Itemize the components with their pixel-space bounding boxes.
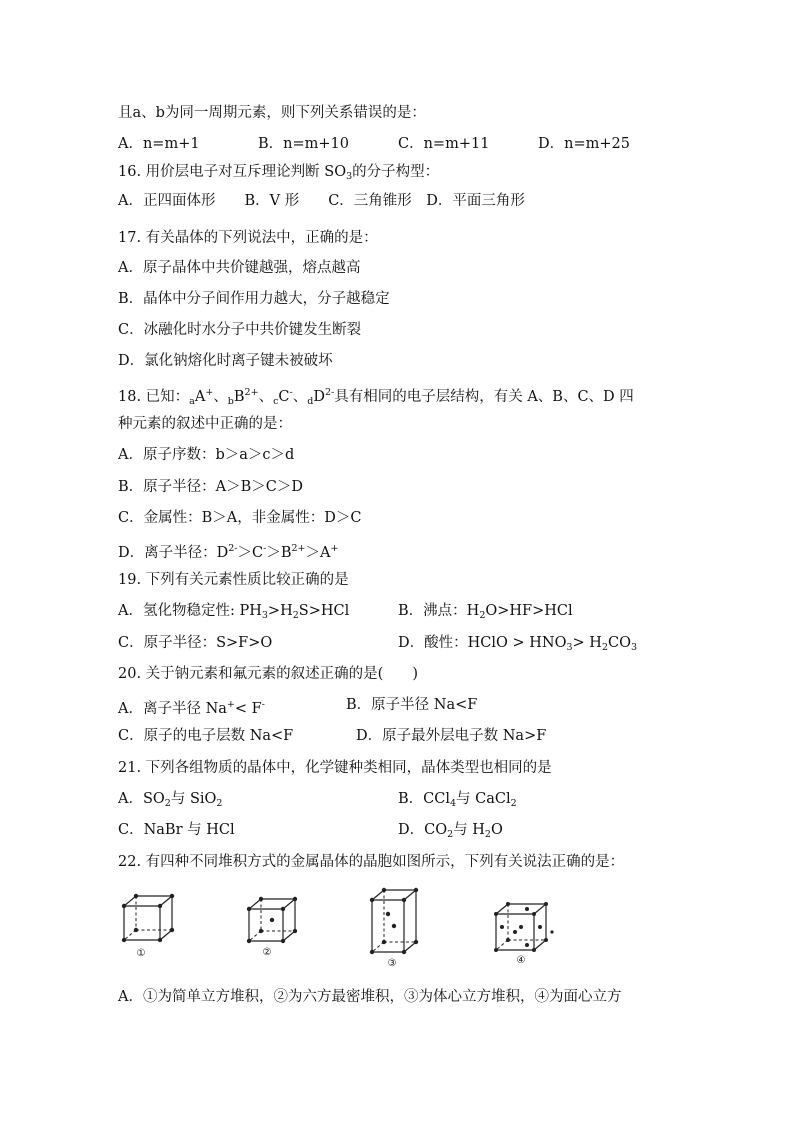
q18-option-d: D．离子半径：$D^{2-}>C^->B^{2+}>A^+$ <box>118 543 339 561</box>
figure-label-4: ④ <box>516 955 526 966</box>
q18-option-c: C．金属性：B＞A，非金属性：D＞C <box>118 510 362 526</box>
q20-option-b: B．原子半径 Na<F <box>346 697 478 713</box>
q18-option-a: A．原子序数：b＞a＞c＞d <box>118 447 295 463</box>
q16-options: A．正四面体形 B．V 形 C．三角锥形 D．平面三角形 <box>118 193 525 209</box>
q18-stem: 18. 已知：$_a$A+、$_bB^{2+}$、$_c$C-、$_dD^{2-}$具有相同的电子层结构，有关 A、B、C、D 四 <box>118 387 634 407</box>
q20-option-d: D．原子最外层电子数 Na>F <box>356 728 547 744</box>
q20-option-a: A．离子半径 Na+< F- <box>118 699 265 717</box>
q15-option-a: A．n=m+1 <box>118 136 200 152</box>
figure-label-2: ② <box>262 947 272 958</box>
q21-option-a: A．$SO_2$与 SiO$_2$ <box>118 791 223 809</box>
q15-option-c: C．n=m+11 <box>398 136 490 152</box>
q18-stem-line2: 种元素的叙述中正确的是： <box>118 416 292 432</box>
q21-option-c: C．NaBr 与 HCl <box>118 822 235 838</box>
q18-option-b: B．原子半径：A＞B＞C＞D <box>118 479 304 495</box>
line-q15-stem-tail: 且a、b为同一周期元素，则下列关系错误的是： <box>118 105 426 121</box>
q19-option-c: C．原子半径：S>F>O <box>118 635 273 651</box>
q17-option-c: C．冰融化时水分子中共价键发生断裂 <box>118 322 362 338</box>
q15-option-b: B．n=m+10 <box>258 136 349 152</box>
unit-cell-figure-4 <box>490 896 556 956</box>
figure-label-3: ③ <box>387 958 397 969</box>
unit-cell-figure-3 <box>366 884 422 960</box>
q15-option-d: D．n=m+25 <box>538 136 630 152</box>
q20-option-c: C．原子的电子层数 Na<F <box>118 728 294 744</box>
unit-cell-figure-2 <box>243 893 303 949</box>
q19-option-a: A．氢化物稳定性: $PH_3>H_2S>HCl$ <box>118 603 350 621</box>
q17-option-d: D．氯化钠熔化时离子键未被破坏 <box>118 353 333 369</box>
q17-stem: 17. 有关晶体的下列说法中，正确的是： <box>118 230 378 246</box>
q21-option-d: D．$CO_2$与 $H_2O$ <box>398 822 503 840</box>
q21-option-b: B．CCl$_4$与 CaCl$_2$ <box>398 791 517 809</box>
figure-label-1: ① <box>136 948 146 959</box>
q22-stem: 22. 有四种不同堆积方式的金属晶体的晶胞如图所示，下列有关说法正确的是： <box>118 854 625 870</box>
q19-option-b: B．沸点：$H_2O>HF>HCl$ <box>398 603 573 621</box>
q21-stem: 21. 下列各组物质的晶体中，化学键种类相同，晶体类型也相同的是 <box>118 760 552 776</box>
q19-option-d: D．酸性：HClO > $HNO_3> H_2CO_3$ <box>398 635 638 653</box>
q19-stem: 19. 下列有关元素性质比较正确的是 <box>118 572 349 588</box>
q22-option-a: A．①为简单立方堆积，②为六方最密堆积，③为体心立方堆积，④为面心立方 <box>118 989 622 1005</box>
q17-option-a: A．原子晶体中共价键越强，熔点越高 <box>118 260 361 276</box>
q16-stem: 16. 用价层电子对互斥理论判断 $SO_3$的分子构型： <box>118 164 440 182</box>
unit-cell-figure-1 <box>118 890 178 950</box>
q20-stem: 20. 关于钠元素和氟元素的叙述正确的是( ) <box>118 666 418 682</box>
q17-option-b: B．晶体中分子间作用力越大，分子越稳定 <box>118 291 390 307</box>
